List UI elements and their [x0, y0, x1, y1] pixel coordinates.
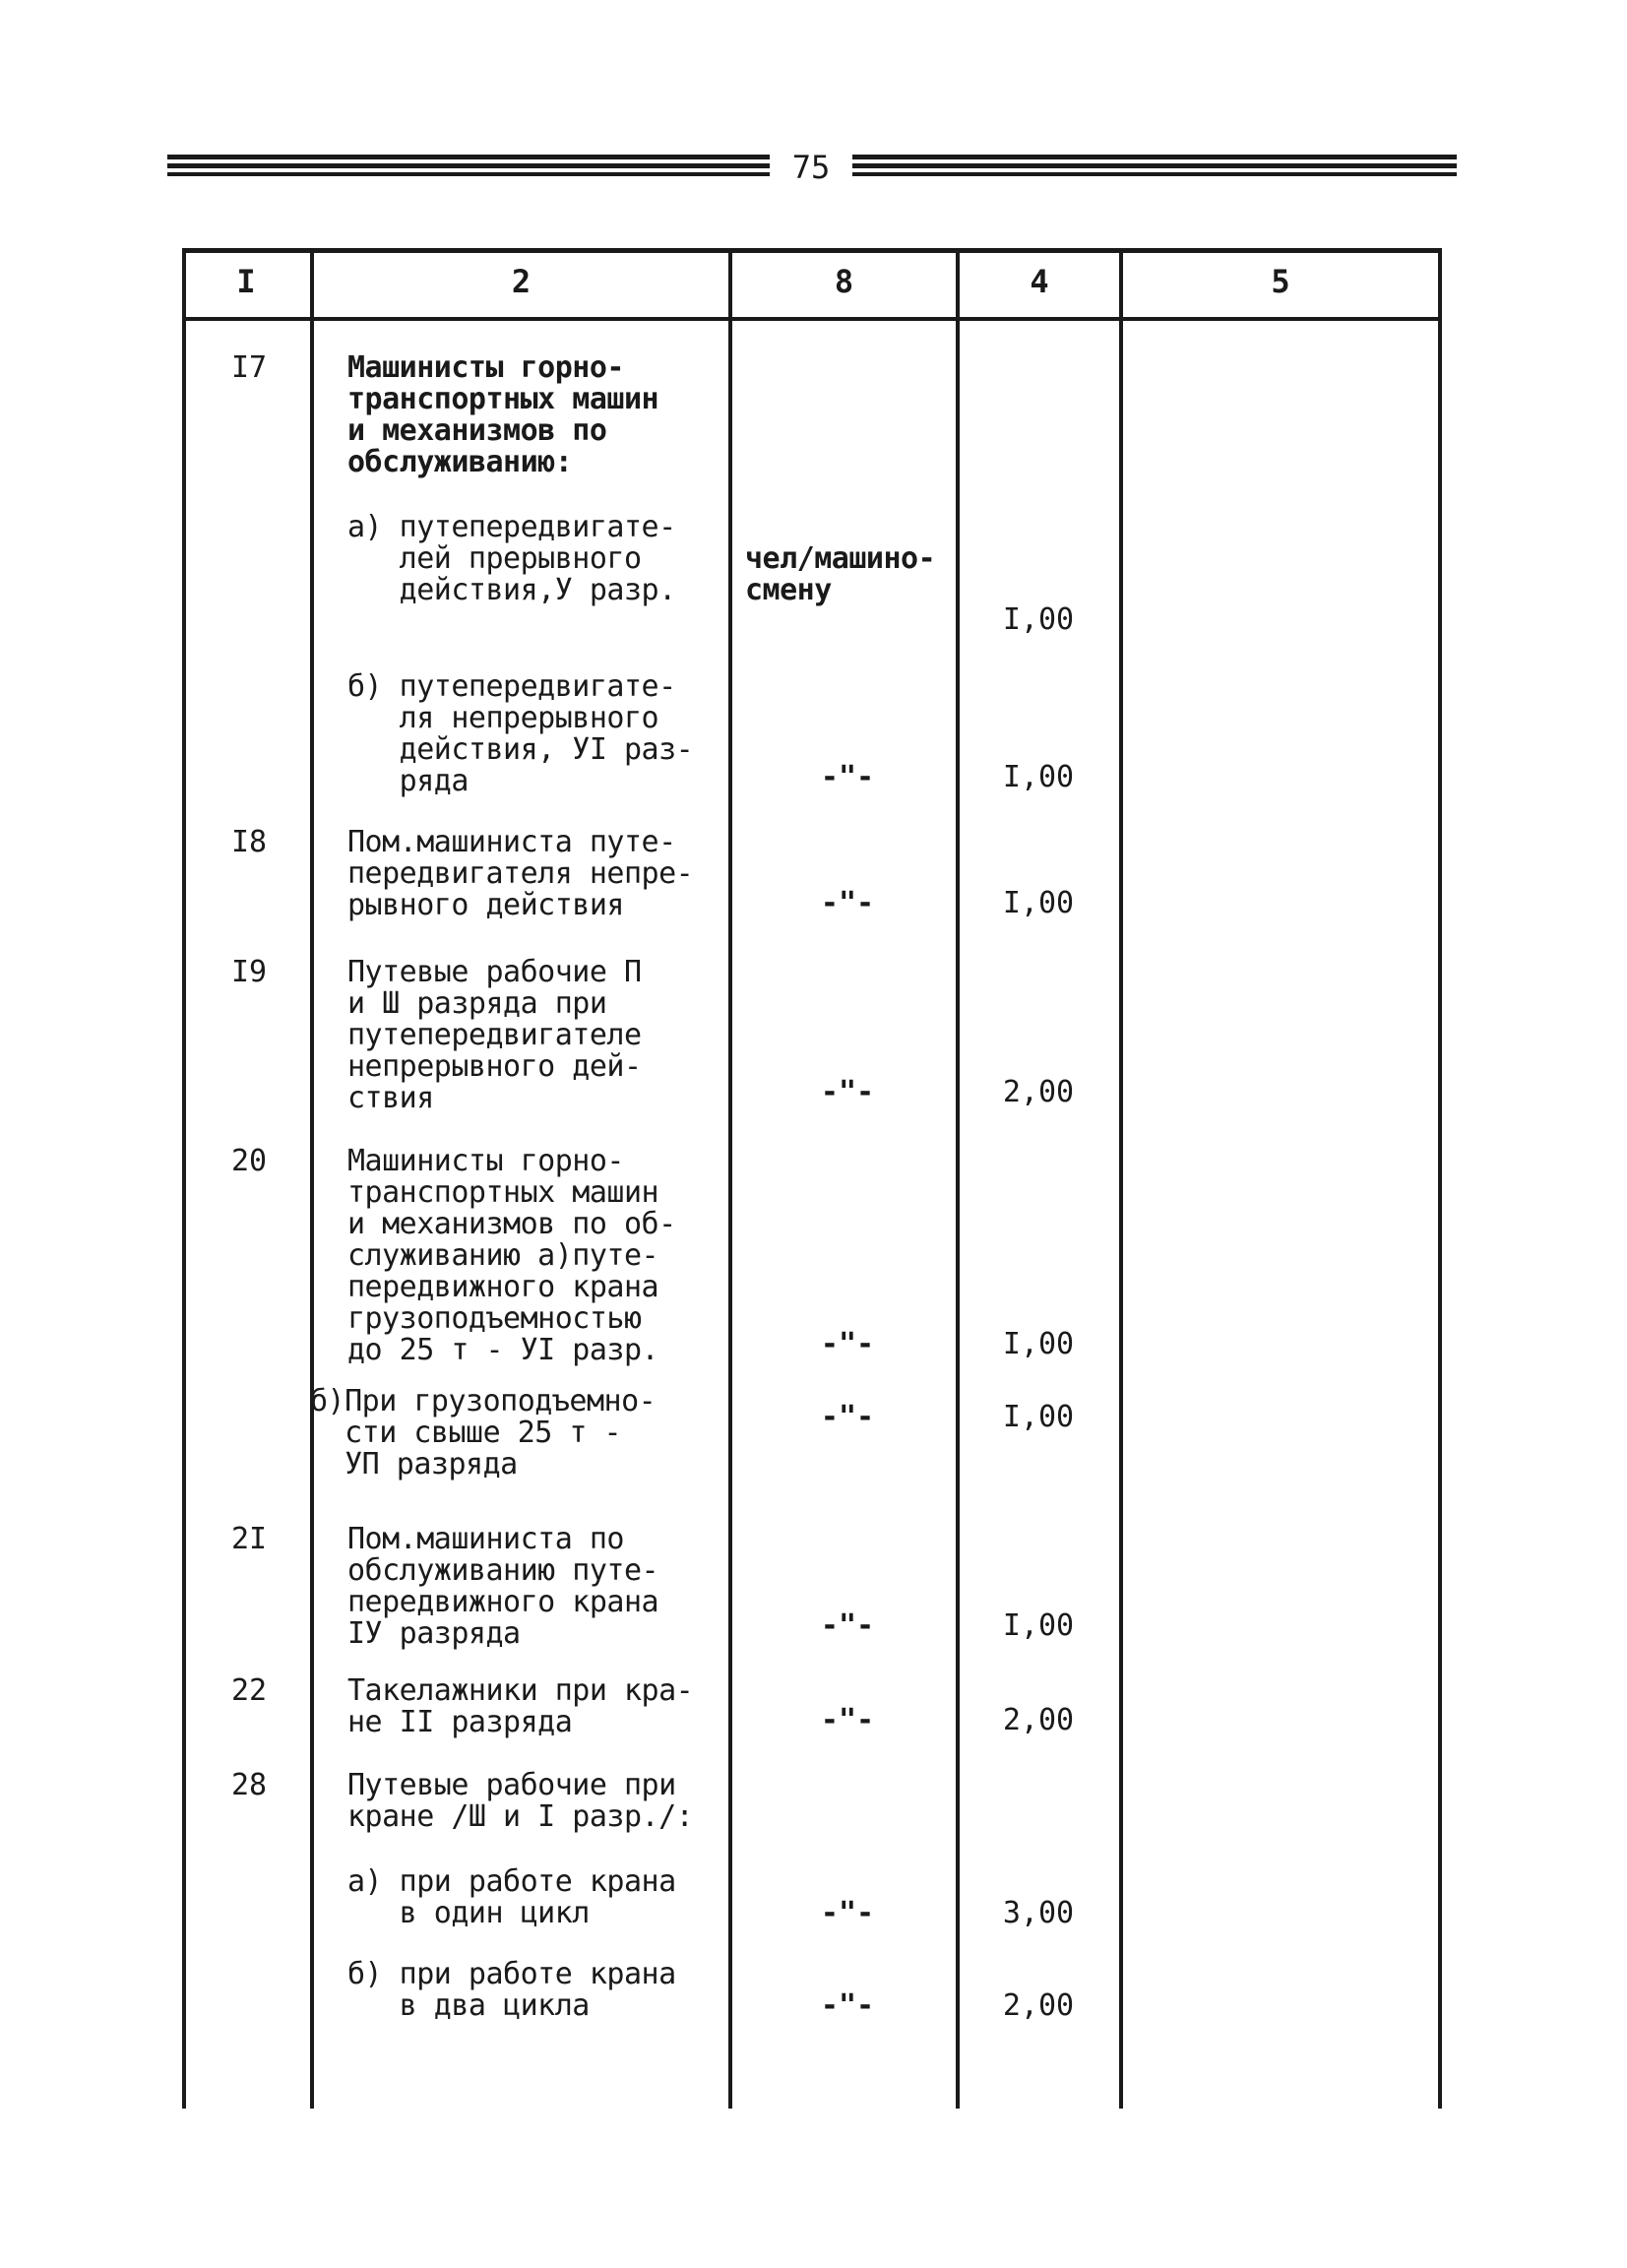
row-value: 2,00	[1002, 1703, 1075, 1737]
row-value: I,00	[1002, 760, 1075, 794]
col-divider-3	[956, 248, 960, 2109]
page-header	[167, 148, 1457, 187]
header-bottom-border	[182, 317, 1442, 321]
row-description: Такелажники при кра- не II разряда	[347, 1673, 694, 1739]
col-divider-2	[728, 248, 732, 2109]
col-divider-5	[1438, 248, 1442, 2109]
row-value: I,00	[1002, 1608, 1075, 1643]
row-value: I,00	[1002, 886, 1075, 920]
row-unit: -"-	[820, 1075, 875, 1109]
row-unit: -"-	[820, 1703, 875, 1737]
row-number: I9	[231, 955, 268, 989]
row-value: 2,00	[1002, 1075, 1075, 1109]
header-rule-right	[852, 155, 1457, 176]
column-header-1: I	[236, 263, 256, 300]
row-unit: -"-	[820, 1608, 875, 1643]
row-description: Пом.машиниста по обслуживанию путе- передвижного крана IУ разряда	[347, 1522, 659, 1651]
page-number: 75	[791, 149, 831, 186]
row-value: 2,00	[1002, 1988, 1075, 2023]
row-unit: -"-	[820, 1896, 875, 1930]
staffing-table	[182, 248, 1442, 2109]
header-rule-left	[167, 155, 770, 176]
row-description: Путевые рабочие П и Ш разряда при путепередвигателе непрерывного дей- ствия	[347, 955, 642, 1115]
row-unit: чел/машино- смену	[745, 541, 936, 607]
row-description: Машинисты горно- транспортных машин и механизмов по обслуживанию:	[347, 350, 659, 479]
col-divider-1	[310, 248, 314, 2109]
row-unit: -"-	[820, 886, 875, 920]
row-number: 2I	[231, 1522, 268, 1556]
column-header-2: 2	[511, 263, 532, 300]
column-header-5: 5	[1271, 263, 1290, 300]
row-description: Пом.машиниста путе- передвигателя непре- рывного действия	[347, 825, 694, 922]
row-description: Путевые рабочие при кране /Ш и I разр./:	[347, 1768, 694, 1834]
row-number: 20	[231, 1144, 268, 1178]
col-divider-0	[182, 248, 186, 2109]
row-number: I8	[231, 825, 268, 859]
row-value: I,00	[1002, 1327, 1075, 1361]
row-unit: -"-	[820, 1988, 875, 2023]
row-description: б)При грузоподъемно- сти свыше 25 т - УП разряда	[310, 1384, 657, 1481]
column-header-3: 8	[834, 263, 854, 300]
row-description: а) при работе крана в один цикл	[347, 1864, 676, 1930]
col-divider-4	[1119, 248, 1123, 2109]
row-number: 22	[231, 1673, 268, 1708]
row-unit: -"-	[820, 1327, 875, 1361]
row-value: I,00	[1002, 602, 1075, 637]
row-number: 28	[231, 1768, 268, 1802]
column-header-4: 4	[1030, 263, 1049, 300]
row-description: Машинисты горно- транспортных машин и механизмов по об- служиванию а)путе- передвижного крана грузоподъемностью до 25 т - УI разр.	[347, 1144, 676, 1367]
row-description: б) при работе крана в два цикла	[347, 1957, 676, 2023]
table-top-border	[182, 248, 1442, 253]
row-value: I,00	[1002, 1400, 1075, 1434]
row-description: б) путепередвигате- ля непрерывного действия, УI раз- ряда	[347, 669, 694, 798]
row-unit: -"-	[820, 760, 875, 794]
row-unit: -"-	[820, 1400, 875, 1434]
row-number: I7	[231, 350, 268, 385]
row-description: а) путепередвигате- лей прерывного действия,У разр.	[347, 510, 676, 607]
row-value: 3,00	[1002, 1896, 1075, 1930]
